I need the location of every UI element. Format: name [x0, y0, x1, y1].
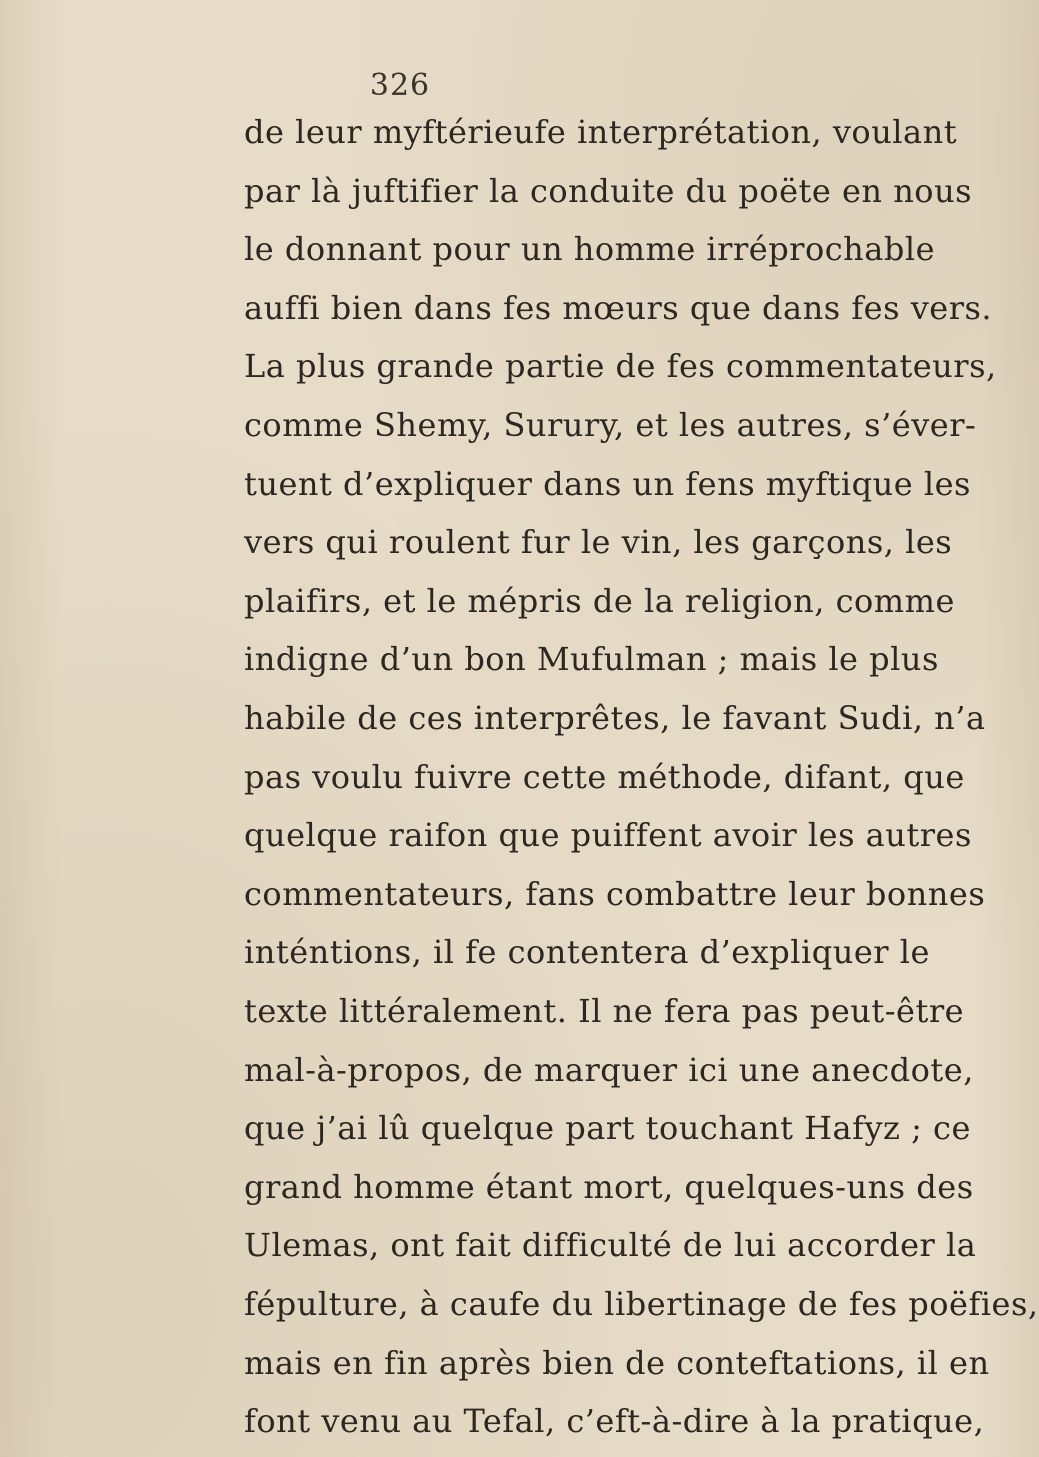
text-line: inténtions, il fe contentera d’expliquer le — [244, 933, 930, 971]
text-line: pas voulu fuivre cette méthode, difant, que — [244, 758, 965, 796]
text-line: tuent d’expliquer dans un fens myftique les — [244, 465, 971, 503]
text-line: fépulture, à caufe du libertinage de fes poëfies, — [244, 1285, 1039, 1323]
text-line: texte littéralement. Il ne fera pas peut-être — [244, 992, 965, 1030]
text-line: mal-à-propos, de marquer ici une anecdote, — [244, 1051, 974, 1089]
text-line: mais en fin après bien de conteftations, il en — [244, 1344, 990, 1382]
text-line: font venu au Tefal, c’eft-à-dire à la pratique, — [244, 1402, 985, 1440]
text-line: le donnant pour un homme irréprochable — [244, 230, 935, 268]
text-line: de leur myftérieufe interprétation, voulant — [244, 113, 958, 151]
text-line: comme Shemy, Surury, et les autres, s’éver- — [244, 406, 977, 444]
text-line: La plus grande partie de fes commentateurs, — [244, 347, 997, 385]
text-line: auffi bien dans fes mœurs que dans fes vers. — [244, 289, 993, 327]
text-line: Ulemas, ont fait difficulté de lui accorder la — [244, 1226, 977, 1264]
text-line: vers qui roulent fur le vin, les garçons, les — [244, 523, 953, 561]
page-number: 326 — [369, 68, 431, 103]
text-line: par là juftifier la conduite du poëte en nous — [244, 172, 973, 210]
text-line: commentateurs, fans combattre leur bonnes — [244, 875, 986, 913]
text-line: quelque raifon que puiffent avoir les autres — [244, 816, 972, 854]
text-line: habile de ces interprêtes, le favant Sudi, n’a — [244, 699, 986, 737]
text-line: grand homme étant mort, quelques-uns des — [244, 1168, 974, 1206]
text-line: indigne d’un bon Mufulman ; mais le plus — [244, 640, 939, 678]
text-line: plaifirs, et le mépris de la religion, comme — [244, 582, 955, 620]
text-line: que j’ai lû quelque part touchant Hafyz ; ce — [244, 1109, 971, 1147]
